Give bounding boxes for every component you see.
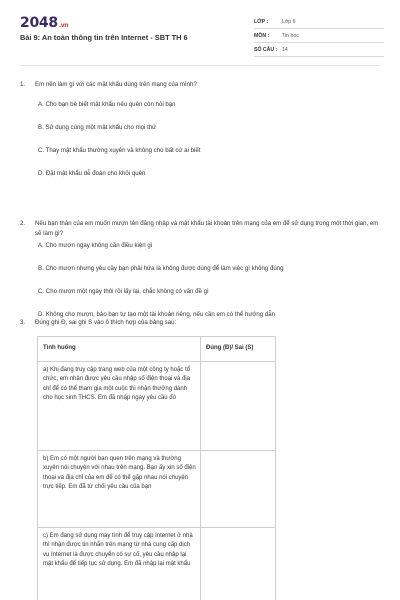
option-c: C. Thay mật khẩu thường xuyên và không cho bất cứ ai biết (38, 146, 201, 154)
option-a: A. Cho mượn ngay không cần điều kiện gì (38, 242, 153, 250)
question-number: 2. (20, 220, 26, 227)
question-text: Đúng ghi Đ, sai ghi S vào ô thích hợp của bảng sau: (35, 319, 177, 326)
answer-cell[interactable] (201, 528, 276, 600)
table-row (38, 528, 276, 600)
question-3 (20, 318, 380, 328)
table-row (38, 451, 276, 528)
option-b: B. Sử dụng cùng một mật khẩu cho mọi thứ (38, 123, 157, 131)
site-logo[interactable] (20, 15, 68, 31)
question-1 (20, 80, 380, 192)
option-b: B. Cho mượn nhưng yêu cầy bạn phải hứa là không được dùng để làm việc gì không đúng (38, 265, 284, 273)
meta-grade-value: Lớp 6 (282, 18, 296, 25)
document-title: Bài 9: An toàn thông tin trên Internet - SBT TH 6 (20, 33, 188, 42)
option-c: C. Cho mượn một ngày thôi rồi lấy lại, chắc không có vấn đề gì (38, 288, 209, 296)
option-d: D. Đặt mật khẩu dễ đoán cho khỏi quên (38, 169, 146, 177)
situation-cell: b) Em có một người bạn quen trên mạng và thường xuyên nói chuyện với nhau trên mạng. Bạn ấy xin số điện thoại và địa chỉ của em để có thể gặp nhau nói chuyện trực tiếp. Em đã từ chối yêu cầu của bạn (38, 451, 201, 528)
true-false-table (37, 336, 276, 600)
option-d: D. Không cho mượn, bảo bạn tự tạo một tài khoản riêng, nếu cần em có thể hướng dẫn (38, 311, 276, 319)
table-header-row (38, 337, 276, 362)
meta-grade (254, 15, 384, 29)
question-2 (20, 219, 380, 334)
meta-subject (254, 29, 384, 43)
document-meta (254, 15, 384, 57)
question-number: 1. (20, 81, 26, 88)
meta-grade-key: LỚP : (254, 18, 269, 25)
meta-count (254, 43, 384, 57)
meta-subject-value: Tin học (282, 32, 299, 39)
question-text: Em nên làm gì với các mật khẩu dùng trên mạng của mình? (35, 81, 197, 88)
situation-cell: c) Em đang sử dụng máy tính để truy cập Internet ở nhà thì nhận được tin nhắn trên mạng từ nhà cung cấp dịch vụ Internet là được chuyển có sự cố, yêu cầu nhập lại mật khẩu để tiếp tục sử dụng. Em đã nhập lại mật khẩu (38, 528, 201, 600)
meta-count-key: SỐ CÂU : (254, 46, 278, 53)
option-a: A. Cho bạn bè biết mật khẩu nếu quên còn hỏi bạn (38, 100, 176, 108)
table-row (38, 362, 276, 451)
answer-cell[interactable] (201, 451, 276, 528)
question-number: 3. (20, 319, 26, 326)
meta-count-value: 14 (282, 46, 288, 53)
logo-tld: .vn (58, 22, 69, 29)
question-text: Nếu bạn thân của em muốn mượn tên đăng nhập và mật khẩu tài khoản trên mạng của em để sử dụng trong một thời gian, em sẽ làm gì? (35, 220, 379, 237)
column-header-answer: Đúng (Đ)/ Sai (S) (201, 337, 276, 362)
column-header-situation: Tình huống (38, 337, 201, 362)
logo-text: 2048 (20, 15, 58, 31)
answer-cell[interactable] (201, 362, 276, 451)
header-divider (20, 65, 380, 66)
situation-cell: a) Khi đang truy cập trang web của một công ty hoặc tổ chức, em nhận được yêu cầu nhập số điện thoại và địa chỉ để có thể tham gia một cuộc thi nhận thưởng dành cho học sinh THCS. Em đã nhập ngay yêu cầu đó (38, 362, 201, 451)
meta-subject-key: MÔN : (254, 32, 270, 39)
